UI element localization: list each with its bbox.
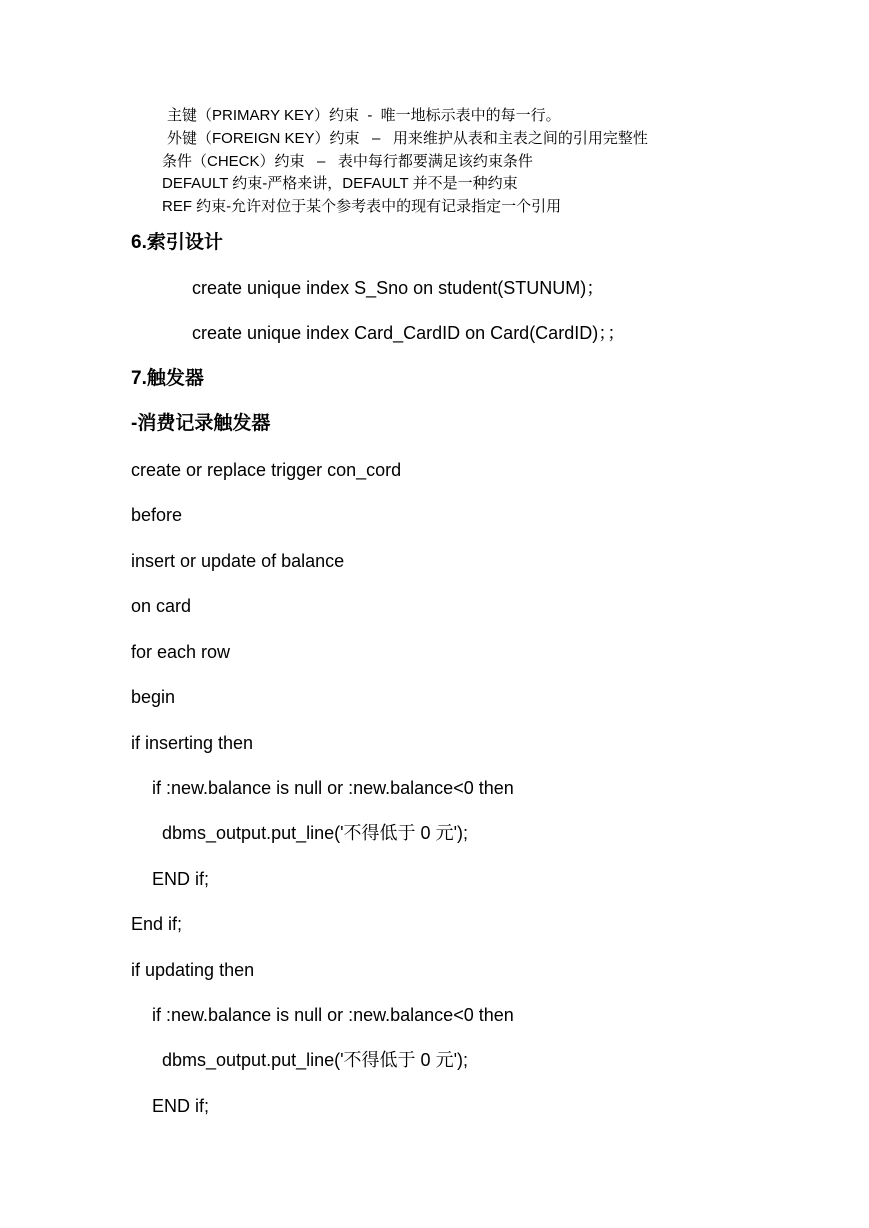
code-line: dbms_output.put_line('不得低于 0 元'); bbox=[162, 1050, 468, 1070]
code-line: insert or update of balance bbox=[131, 551, 345, 571]
constraint-primary-key: 主键（PRIMARY KEY）约束 - 唯一地标示表中的每一行。 bbox=[167, 107, 561, 124]
code-line: if updating then bbox=[131, 960, 255, 980]
section-6-heading: 6.索引设计 bbox=[131, 232, 223, 253]
code-line: END if; bbox=[152, 869, 210, 889]
code-line: for each row bbox=[131, 642, 231, 662]
code-line: if :new.balance is null or :new.balance<0 then bbox=[152, 1005, 514, 1025]
constraint-foreign-key: 外键（FOREIGN KEY）约束 – 用来维护从表和主表之间的引用完整性 bbox=[167, 130, 648, 147]
code-line: on card bbox=[131, 596, 192, 616]
trigger-subheading: -消费记录触发器 bbox=[131, 413, 271, 434]
code-line: if :new.balance is null or :new.balance<0 then bbox=[152, 778, 514, 798]
code-line: before bbox=[131, 505, 183, 525]
code-line: END if; bbox=[152, 1096, 210, 1116]
code-line: begin bbox=[131, 687, 176, 707]
constraint-check: 条件（CHECK）约束 – 表中每行都要满足该约束条件 bbox=[162, 153, 533, 170]
code-line: create or replace trigger con_cord bbox=[131, 460, 402, 480]
index-statement-1: create unique index S_Sno on student(STUNUM)； bbox=[192, 278, 605, 298]
constraint-ref: REF 约束-允许对位于某个参考表中的现有记录指定一个引用 bbox=[162, 198, 562, 215]
section-7-heading: 7.触发器 bbox=[131, 368, 204, 389]
code-line: dbms_output.put_line('不得低于 0 元'); bbox=[162, 823, 468, 843]
code-line: if inserting then bbox=[131, 733, 254, 753]
index-statement-2: create unique index Card_CardID on Card(CardID)；； bbox=[192, 323, 626, 343]
code-line: End if; bbox=[131, 914, 183, 934]
constraint-default: DEFAULT 约束-严格来讲，DEFAULT 并不是一种约束 bbox=[162, 175, 518, 192]
